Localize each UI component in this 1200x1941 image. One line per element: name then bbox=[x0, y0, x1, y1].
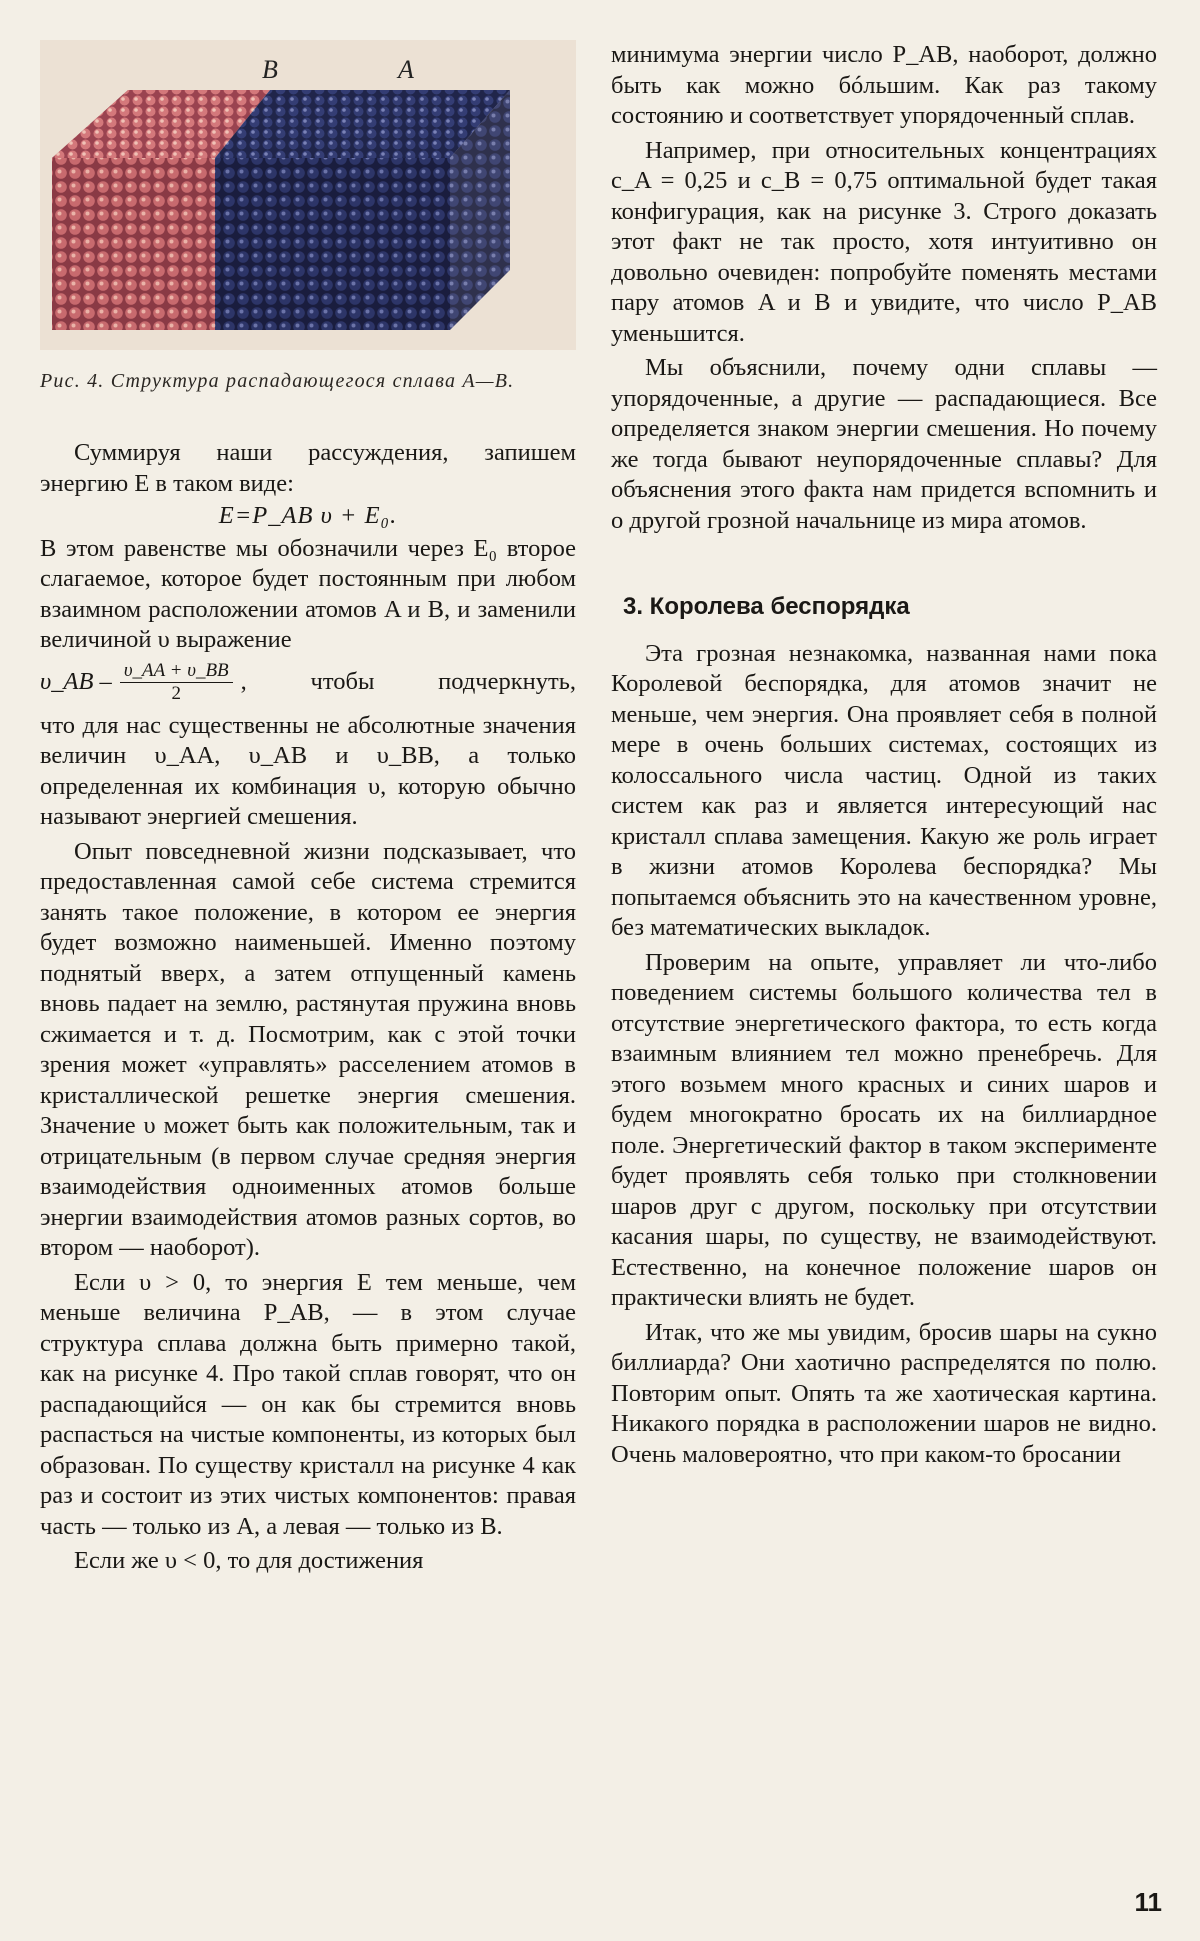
label-b: B bbox=[262, 55, 278, 84]
fraction-expression bbox=[40, 660, 576, 705]
fraction bbox=[120, 660, 233, 705]
paragraph: Если υ > 0, то энергия E тем меньше, чем меньше величина P_AB, — в этом случае структура сплава должна быть примерно такой, как на рисунке 4. Про такой сплав говорят, что он распадающийся — он как бы стремится вновь распасться на чистые компоненты, из которых был образован. По существу кристалл на рисунке 4 как раз и состоит из этих чистых компонентов: правая часть — только из A, а левая — только из B. bbox=[40, 1268, 576, 1540]
paragraph: Мы объяснили, почему одни сплавы — упорядоченные, а другие — распадающиеся. Все определяется знаком энергии смешения. Но почему же тогда бывают неупорядоченные сплавы? Для объяснения этого факта нам придется вспомнить и о другой грозной начальнице из мира атомов. bbox=[611, 354, 1157, 534]
paragraph: Например, при относительных концентрациях c_A = 0,25 и c_B = 0,75 оптимальной будет такая конфигурация, как на рисунке 3. Строго доказать этот факт не так просто, хотя интуитивно он довольно очевиден: попробуйте поменять местами пару атомов A и B и увидите, что число P_AB уменьшится. bbox=[611, 136, 1157, 347]
fraction-numerator: υ_AA + υ_BB bbox=[120, 660, 233, 683]
page-number: 11 bbox=[1134, 1887, 1162, 1917]
alloy-structure-figure bbox=[40, 40, 576, 350]
right-column bbox=[611, 40, 1157, 1470]
section-heading: 3. Королева беспорядка bbox=[623, 593, 910, 620]
figure-caption: Рис. 4. Структура распадающегося сплава A—B. bbox=[40, 370, 515, 392]
fraction-tail: , чтобы подчеркнуть, bbox=[240, 667, 576, 695]
paragraph: что для нас существенны не абсолютные значения величин υ_AA, υ_AB и υ_BB, а только определенная их комбинация υ, которую обычно называют энергией смешения. bbox=[40, 711, 576, 830]
energy-formula: E=P_AB υ + E₀. bbox=[218, 502, 398, 529]
front-face-blue bbox=[215, 158, 450, 330]
alloy-crystal-illustration bbox=[40, 40, 576, 350]
paragraph: Если же υ < 0, то для достижения bbox=[74, 1547, 424, 1574]
paragraph: Опыт повседневной жизни подсказывает, что предоставленная самой себе система стремится занять такое положение, в котором ее энергия будет возможно наименьшей. Именно поэтому поднятый вверх, а затем отпущенный камень вновь падает на землю, растянутая пружина вновь сжимается и т. д. Посмотрим, как с этой точки зрения может «управлять» расселением атомов в кристаллической решетке энергия смешения. Значение υ может быть как положительным, так и отрицательным (в первом случае средняя энергия взаимодействия одноименных атомов больше энергии взаимодействия атомов разных сортов, во втором — наоборот). bbox=[40, 837, 576, 1261]
paragraph: минимума энергии число P_AB, наоборот, должно быть как можно бóльшим. Как раз такому состоянию и соответствует упорядоченный сплав. bbox=[611, 41, 1157, 129]
fraction-denominator: 2 bbox=[171, 682, 181, 704]
paragraph: В этом равенстве мы обозначили через E₀ второе слагаемое, которое будет постоянным при любом взаимном расположении атомов A и B, и заменили величиной υ выражение bbox=[40, 534, 576, 653]
front-face-red bbox=[52, 158, 215, 330]
paragraph: Итак, что же мы увидим, бросив шары на сукно биллиарда? Они хаотично распределятся по полю. Повторим опыт. Опять та же хаотическая картина. Никакого порядка в расположении шаров не видно. Очень маловероятно, что при каком-то бросании bbox=[611, 1318, 1157, 1468]
paragraph: Эта грозная незнакомка, названная нами пока Королевой беспорядка, для атомов значит не меньше, чем энергия. Она проявляет себя в полной мере в очень больших системах, состоящих из колоссального числа частиц. Одной из таких систем как раз и является интересующий нас кристалл сплава замещения. Какую же роль играет в жизни атомов Королева беспорядка? Мы попытаемся объяснить это на качественном уровне, без математических выкладок. bbox=[611, 639, 1157, 941]
paragraph: Проверим на опыте, управляет ли что-либо поведением системы большого количества тел в отсутствие энергетического фактора, то есть когда взаимным влиянием тел можно пренебречь. Для этого возьмем много красных и синих шаров и будем многократно бросать их на биллиардное поле. Энергетический фактор в таком эксперименте будет проявлять себя только при столкновении шаров друг с другом, поскольку при отсутствии касания шары, по существу, не взаимодействуют. Естественно, на конечное положение шаров он практически влиять не будет. bbox=[611, 948, 1157, 1311]
paragraph: Суммируя наши рассуждения, запишем энергию E в таком виде: bbox=[40, 439, 576, 497]
label-a: A bbox=[398, 55, 414, 84]
fraction-lead: υ_AB – bbox=[40, 667, 112, 695]
left-column bbox=[40, 438, 576, 1577]
